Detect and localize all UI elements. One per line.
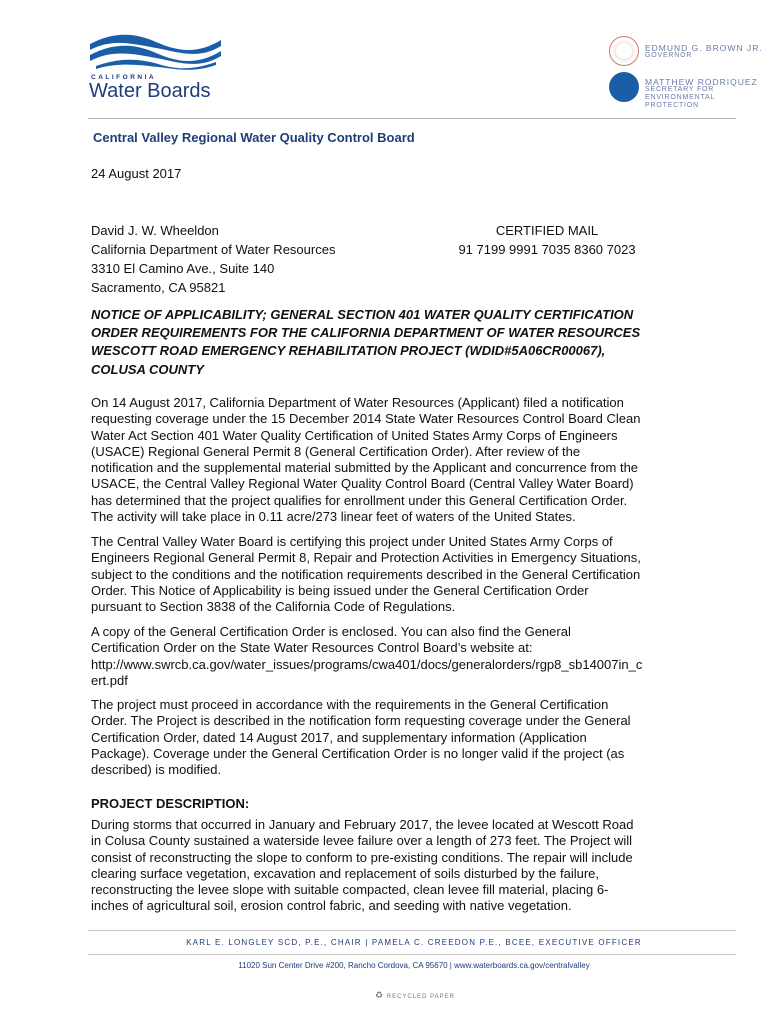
governor-block bbox=[645, 44, 763, 60]
secretary-block bbox=[645, 78, 770, 110]
calepa-logo-icon bbox=[609, 72, 639, 102]
mail-type: CERTIFIED MAIL bbox=[495, 223, 599, 238]
footer-divider-top bbox=[88, 930, 736, 931]
letter-date: 24 August 2017 bbox=[91, 166, 182, 181]
governor-name: EDMUND G. BROWN JR. bbox=[645, 43, 763, 53]
notice-title: NOTICE OF APPLICABILITY; GENERAL SECTION 401 WATER QUALITY CERTIFICATION ORDER REQUIREMENTS FOR THE CALIFORNIA DEPARTMENT OF WATER RESOURCES WESCOTT ROAD EMERGENCY REHABILITATION PROJECT (WDID#5A06CR00067), COLUSA COUNTY bbox=[91, 307, 641, 377]
logo-state-text: CALIFORNIA bbox=[91, 74, 157, 81]
footer-address: 11020 Sun Center Drive #200, Rancho Cordova, CA 95670 | www.waterboards.ca.gov/centralvalley bbox=[238, 961, 590, 970]
recipient-org: California Department of Water Resources bbox=[91, 242, 336, 257]
paragraph-4: The project must proceed in accordance with the requirements in the General Certification Order. The Project is described in the notification form requesting coverage under the General Certification Order, dated 14 August 2017, and supplementary information (Application Package). Coverage under the General Certification Order is no longer valid if the project (as described) is modified. bbox=[91, 697, 631, 778]
water-boards-logo bbox=[88, 30, 223, 101]
footer-officers: KARL E. LONGLEY SCD, P.E., CHAIR | PAMELA C. CREEDON P.E., BCEE, EXECUTIVE OFFICER bbox=[186, 938, 642, 947]
waves-icon bbox=[88, 30, 223, 72]
governor-title: GOVERNOR bbox=[645, 52, 693, 59]
state-seal-icon bbox=[609, 36, 639, 66]
paragraph-3: A copy of the General Certification Order is enclosed. You can also find the General Certification Order on the State Water Resources Control Board’s website at: http://www.swrcb.ca.gov/water_issues/programs/cwa401/docs/generalorders/rgp8_sb14007in_c ert.pdf bbox=[91, 624, 643, 688]
footer-divider-mid bbox=[88, 954, 736, 955]
secretary-name: MATTHEW RODRIQUEZ bbox=[645, 77, 758, 87]
recycle-icon: ♻ bbox=[375, 990, 385, 1000]
secretary-title-2: ENVIRONMENTAL PROTECTION bbox=[645, 94, 715, 109]
recycled-paper-mark bbox=[375, 990, 455, 1001]
paragraph-1: On 14 August 2017, California Department of Water Resources (Applicant) filed a notification requesting coverage under the 15 December 2014 State Water Resources Control Board Clean Water Act Section 401 Water Quality Certification of United States Army Corps of Engineers (USACE) Regional General Permit 8 (General Certification Order). After review of the notification and the supplemental material submitted by the Applicant and concurrence from the USACE, the Central Valley Regional Water Quality Control Board (Central Valley Water Board) has determined that the project qualifies for enrollment under this General Certification Order. The activity will take place in 0.11 acre/273 linear feet of waters of the United States. bbox=[91, 395, 641, 525]
logo-title: Water Boards bbox=[89, 80, 211, 102]
recycled-text: RECYCLED PAPER bbox=[386, 994, 455, 1000]
mail-number: 91 7199 9991 7035 8360 7023 bbox=[458, 242, 636, 257]
certified-mail-block bbox=[452, 221, 642, 259]
board-name: Central Valley Regional Water Quality Control Board bbox=[93, 130, 415, 145]
section-heading: PROJECT DESCRIPTION: bbox=[91, 796, 250, 811]
recipient-address bbox=[91, 221, 335, 297]
recipient-street: 3310 El Camino Ave., Suite 140 bbox=[91, 261, 275, 276]
recipient-name: David J. W. Wheeldon bbox=[91, 223, 219, 238]
header-divider bbox=[88, 118, 736, 119]
recipient-city: Sacramento, CA 95821 bbox=[91, 280, 226, 295]
project-description: During storms that occurred in January and February 2017, the levee located at Wescott Road in Colusa County sustained a waterside levee failure over a length of 273 feet. The Project will consist of reconstructing the slope to conform to pre-existing conditions. The repair will include clearing surface vegetation, excavation and replacement of soils disturbed by the failure, reconstructing the levee slope with suitable compacted, clean levee fill material, placing 6- inches of agricultural soil, erosion control fabric, and seeding with native vegetation. bbox=[91, 817, 634, 914]
paragraph-2: The Central Valley Water Board is certifying this project under United States Army Corps of Engineers Regional General Permit 8, Repair and Protection Activities in Emergency Situations, subject to the conditions and the notification requirements described in the General Certification Order. This Notice of Applicability is being issued under the General Certification Order pursuant to Section 3838 of the California Code of Regulations. bbox=[91, 534, 641, 615]
secretary-title-1: SECRETARY FOR bbox=[645, 86, 715, 93]
